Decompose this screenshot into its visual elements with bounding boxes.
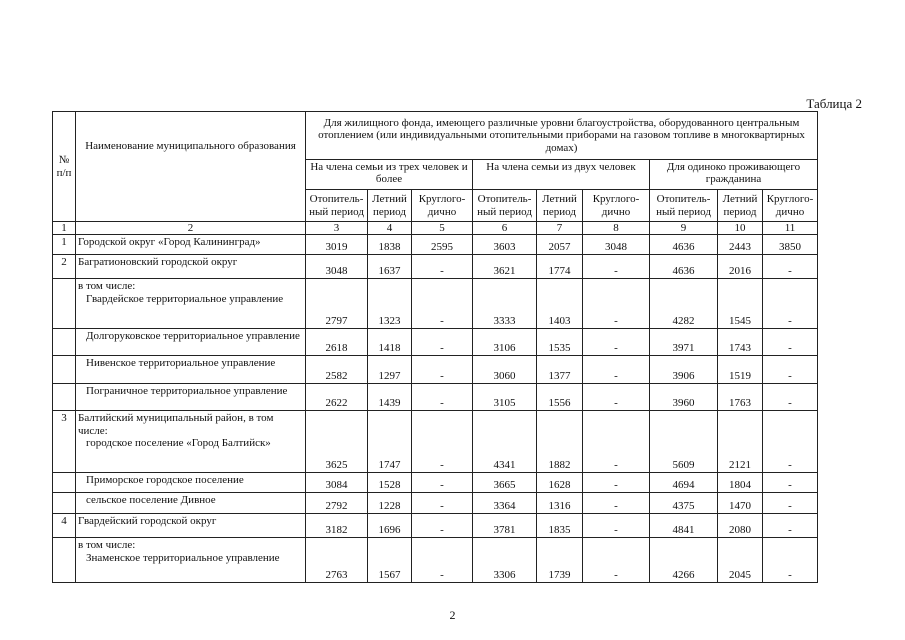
value-cell: - xyxy=(763,255,818,279)
value-cell: 3781 xyxy=(473,514,537,538)
value-cell: 4341 xyxy=(473,411,537,473)
value-cell: 1743 xyxy=(718,329,763,356)
value-cell: 2582 xyxy=(306,356,368,384)
row-lead-text: в том числе: xyxy=(78,539,136,552)
value-cell: - xyxy=(763,473,818,493)
row-index xyxy=(53,279,76,329)
row-index: 2 xyxy=(53,255,76,279)
table-row xyxy=(53,356,818,384)
sub-header: Летний период xyxy=(718,190,763,222)
value-cell: - xyxy=(763,411,818,473)
col-number: 8 xyxy=(583,222,650,235)
value-cell: 2121 xyxy=(718,411,763,473)
value-cell: 2016 xyxy=(718,255,763,279)
value-cell: 3048 xyxy=(306,255,368,279)
value-cell: - xyxy=(763,514,818,538)
value-cell: 1470 xyxy=(718,493,763,514)
col-header-num: № п/п xyxy=(53,112,76,222)
value-cell: 4636 xyxy=(650,255,718,279)
value-cell: - xyxy=(763,384,818,411)
row-index xyxy=(53,329,76,356)
value-cell: 1556 xyxy=(537,384,583,411)
value-cell: 3106 xyxy=(473,329,537,356)
value-cell: - xyxy=(412,255,473,279)
value-cell: 3084 xyxy=(306,473,368,493)
value-cell: - xyxy=(412,411,473,473)
municipality-cell xyxy=(76,356,306,384)
value-cell: 3182 xyxy=(306,514,368,538)
value-cell: 1567 xyxy=(368,538,412,583)
row-index: 4 xyxy=(53,514,76,538)
value-cell: 1747 xyxy=(368,411,412,473)
value-cell: 1545 xyxy=(718,279,763,329)
value-cell: - xyxy=(412,356,473,384)
col-number: 2 xyxy=(76,222,306,235)
municipality-name: Багратионовский городской округ xyxy=(78,256,238,269)
value-cell: - xyxy=(583,384,650,411)
value-cell: 4266 xyxy=(650,538,718,583)
value-cell: 1535 xyxy=(537,329,583,356)
row-index: 3 xyxy=(53,411,76,473)
value-cell: - xyxy=(583,538,650,583)
col-number: 4 xyxy=(368,222,412,235)
value-cell: - xyxy=(583,514,650,538)
value-cell: 2618 xyxy=(306,329,368,356)
value-cell: 2443 xyxy=(718,235,763,255)
value-cell: 1835 xyxy=(537,514,583,538)
col-number: 5 xyxy=(412,222,473,235)
table-row xyxy=(53,255,818,279)
group-header-three: На члена семьи из трех человек и более xyxy=(306,160,473,190)
value-cell: 2792 xyxy=(306,493,368,514)
value-cell: 3060 xyxy=(473,356,537,384)
value-cell: 4636 xyxy=(650,235,718,255)
table-row xyxy=(53,514,818,538)
value-cell: 1628 xyxy=(537,473,583,493)
col-number: 1 xyxy=(53,222,76,235)
value-cell: 1377 xyxy=(537,356,583,384)
municipality-cell xyxy=(76,473,306,493)
municipality-cell xyxy=(76,235,306,255)
sub-header: Круглого-дично xyxy=(412,190,473,222)
housing-norms-table xyxy=(52,111,818,583)
value-cell: 1323 xyxy=(368,279,412,329)
sub-header: Отопитель-ный период xyxy=(473,190,537,222)
value-cell: 2080 xyxy=(718,514,763,538)
value-cell: 4282 xyxy=(650,279,718,329)
value-cell: 4375 xyxy=(650,493,718,514)
municipality-name: Пограничное территориальное управление xyxy=(86,385,288,398)
value-cell: - xyxy=(412,493,473,514)
value-cell: 2057 xyxy=(537,235,583,255)
value-cell: - xyxy=(583,473,650,493)
municipality-name: Долгоруковское территориальное управление xyxy=(86,330,300,343)
row-index xyxy=(53,473,76,493)
value-cell: - xyxy=(763,329,818,356)
value-cell: - xyxy=(763,538,818,583)
value-cell: 1774 xyxy=(537,255,583,279)
value-cell: 1519 xyxy=(718,356,763,384)
value-cell: 3625 xyxy=(306,411,368,473)
value-cell: 4841 xyxy=(650,514,718,538)
value-cell: - xyxy=(763,279,818,329)
municipality-cell xyxy=(76,255,306,279)
value-cell: 2622 xyxy=(306,384,368,411)
row-index xyxy=(53,538,76,583)
col-number: 6 xyxy=(473,222,537,235)
sub-header: Круглого-дично xyxy=(763,190,818,222)
value-cell: 1403 xyxy=(537,279,583,329)
col-header-top: Для жилищного фонда, имеющего различные уровни благоустройства, оборудованного центральным отоплением (или индивидуальными отопительными приборами на газовом топливе в многоквартирных домах) xyxy=(306,112,818,160)
col-number: 9 xyxy=(650,222,718,235)
table-caption: Таблица 2 xyxy=(806,96,862,111)
value-cell: 3665 xyxy=(473,473,537,493)
value-cell: - xyxy=(583,255,650,279)
value-cell: 4694 xyxy=(650,473,718,493)
page-number: 2 xyxy=(449,608,456,622)
table-row xyxy=(53,473,818,493)
municipality-name: Городской округ «Город Калининград» xyxy=(78,236,261,249)
value-cell: 2763 xyxy=(306,538,368,583)
value-cell: 5609 xyxy=(650,411,718,473)
value-cell: 3333 xyxy=(473,279,537,329)
value-cell: 3960 xyxy=(650,384,718,411)
row-index: 1 xyxy=(53,235,76,255)
value-cell: 1739 xyxy=(537,538,583,583)
value-cell: 2595 xyxy=(412,235,473,255)
value-cell: 1418 xyxy=(368,329,412,356)
value-cell: 1316 xyxy=(537,493,583,514)
table-row xyxy=(53,384,818,411)
municipality-cell xyxy=(76,493,306,514)
group-header-two: На члена семьи из двух человек xyxy=(473,160,650,190)
row-index xyxy=(53,493,76,514)
value-cell: 1838 xyxy=(368,235,412,255)
value-cell: 1882 xyxy=(537,411,583,473)
value-cell: - xyxy=(412,473,473,493)
value-cell: 3850 xyxy=(763,235,818,255)
col-number: 11 xyxy=(763,222,818,235)
table-row xyxy=(53,279,818,329)
value-cell: - xyxy=(583,356,650,384)
value-cell: - xyxy=(763,356,818,384)
value-cell: 1637 xyxy=(368,255,412,279)
value-cell: 1696 xyxy=(368,514,412,538)
municipality-cell xyxy=(76,384,306,411)
row-lead-text: Балтийский муниципальный район, в том числе: xyxy=(78,412,274,437)
value-cell: - xyxy=(763,493,818,514)
value-cell: 1528 xyxy=(368,473,412,493)
value-cell: 1763 xyxy=(718,384,763,411)
municipality-cell xyxy=(76,279,306,329)
value-cell: 2797 xyxy=(306,279,368,329)
group-header-single: Для одиноко проживающего гражданина xyxy=(650,160,818,190)
value-cell: 2045 xyxy=(718,538,763,583)
value-cell: 1297 xyxy=(368,356,412,384)
sub-header: Летний период xyxy=(537,190,583,222)
sub-header: Отопитель-ный период xyxy=(650,190,718,222)
sub-header: Летний период xyxy=(368,190,412,222)
value-cell: 1228 xyxy=(368,493,412,514)
value-cell: 3048 xyxy=(583,235,650,255)
municipality-name: Нивенское территориальное управление xyxy=(86,357,276,370)
value-cell: - xyxy=(412,538,473,583)
municipality-name: городское поселение «Город Балтийск» xyxy=(86,436,271,449)
row-index xyxy=(53,384,76,411)
table-row xyxy=(53,493,818,514)
municipality-cell xyxy=(76,538,306,583)
table-row xyxy=(53,329,818,356)
col-number: 7 xyxy=(537,222,583,235)
municipality-cell xyxy=(76,411,306,473)
value-cell: - xyxy=(412,279,473,329)
municipality-cell xyxy=(76,329,306,356)
value-cell: 3105 xyxy=(473,384,537,411)
value-cell: - xyxy=(583,493,650,514)
sub-header: Отопитель-ный период xyxy=(306,190,368,222)
municipality-name: сельское поселение Дивное xyxy=(86,494,216,507)
col-number: 3 xyxy=(306,222,368,235)
value-cell: 3603 xyxy=(473,235,537,255)
municipality-name: Знаменское территориальное управление xyxy=(86,551,280,564)
municipality-name: Гвардейский городской округ xyxy=(78,515,217,528)
value-cell: - xyxy=(583,329,650,356)
value-cell: 3971 xyxy=(650,329,718,356)
col-header-name: Наименование муниципального образования xyxy=(76,112,306,222)
value-cell: - xyxy=(583,279,650,329)
value-cell: 1804 xyxy=(718,473,763,493)
value-cell: 3306 xyxy=(473,538,537,583)
table-row xyxy=(53,411,818,473)
value-cell: 1439 xyxy=(368,384,412,411)
sub-header: Круглого-дично xyxy=(583,190,650,222)
value-cell: 3019 xyxy=(306,235,368,255)
municipality-cell xyxy=(76,514,306,538)
value-cell: - xyxy=(412,514,473,538)
value-cell: 3906 xyxy=(650,356,718,384)
value-cell: 3364 xyxy=(473,493,537,514)
value-cell: - xyxy=(412,384,473,411)
value-cell: - xyxy=(583,411,650,473)
col-number: 10 xyxy=(718,222,763,235)
row-index xyxy=(53,356,76,384)
value-cell: 3621 xyxy=(473,255,537,279)
table-row xyxy=(53,235,818,255)
municipality-name: Приморское городское поселение xyxy=(86,474,244,487)
table-row xyxy=(53,538,818,583)
row-lead-text: в том числе: xyxy=(78,280,136,293)
value-cell: - xyxy=(412,329,473,356)
municipality-name: Гвардейское территориальное управление xyxy=(86,292,284,305)
